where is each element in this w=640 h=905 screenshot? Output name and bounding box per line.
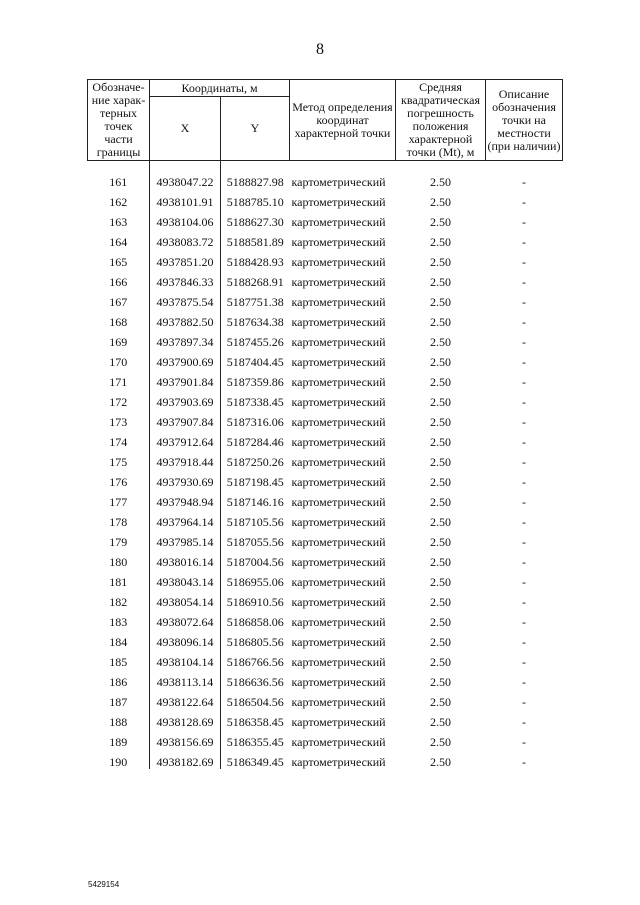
point-number: 179 bbox=[88, 529, 150, 549]
point-number: 186 bbox=[88, 669, 150, 689]
mt-value: 2.50 bbox=[430, 335, 451, 349]
point-number: 180 bbox=[88, 549, 150, 569]
mt-value: 2.50 bbox=[430, 595, 451, 609]
method: картометрический bbox=[291, 175, 386, 189]
table-row bbox=[88, 589, 563, 609]
method: картометрический bbox=[291, 375, 386, 389]
table-row bbox=[88, 189, 563, 209]
table-row bbox=[88, 729, 563, 749]
coord-y: 5187338.45 bbox=[226, 395, 284, 409]
coordinates-table bbox=[87, 79, 563, 769]
coord-x: 4938128.69 bbox=[150, 709, 221, 729]
point-number: 171 bbox=[88, 369, 150, 389]
coord-y: 5187634.38 bbox=[226, 315, 284, 329]
mt-value: 2.50 bbox=[430, 655, 451, 669]
table-row bbox=[88, 209, 563, 229]
coord-y: 5188581.89 bbox=[226, 235, 284, 249]
description: - bbox=[522, 675, 526, 689]
point-number: 184 bbox=[88, 629, 150, 649]
mt-value: 2.50 bbox=[430, 255, 451, 269]
point-number: 174 bbox=[88, 429, 150, 449]
table-body bbox=[88, 161, 563, 770]
point-number: 166 bbox=[88, 269, 150, 289]
coord-x: 4938122.64 bbox=[150, 689, 221, 709]
table-row bbox=[88, 249, 563, 269]
header-mt: Средняя квадратическая погрешность положения характерной точки (Mt), м bbox=[396, 80, 486, 161]
table-row bbox=[88, 409, 563, 429]
mt-value: 2.50 bbox=[430, 315, 451, 329]
coord-y: 5186504.56 bbox=[226, 695, 284, 709]
description: - bbox=[522, 295, 526, 309]
coord-y: 5187250.26 bbox=[226, 455, 284, 469]
mt-value: 2.50 bbox=[430, 715, 451, 729]
table-row bbox=[88, 429, 563, 449]
coord-y: 5186358.45 bbox=[226, 715, 284, 729]
mt-value: 2.50 bbox=[430, 375, 451, 389]
mt-value: 2.50 bbox=[430, 195, 451, 209]
mt-value: 2.50 bbox=[430, 235, 451, 249]
method: картометрический bbox=[291, 395, 386, 409]
header-x: X bbox=[150, 97, 221, 161]
point-number: 177 bbox=[88, 489, 150, 509]
mt-value: 2.50 bbox=[430, 515, 451, 529]
method: картометрический bbox=[291, 255, 386, 269]
table-row bbox=[88, 469, 563, 489]
coord-x: 4937912.64 bbox=[150, 429, 221, 449]
method: картометрический bbox=[291, 335, 386, 349]
coord-x: 4937851.20 bbox=[150, 249, 221, 269]
coord-x: 4937918.44 bbox=[150, 449, 221, 469]
coord-y: 5186636.56 bbox=[226, 675, 284, 689]
mt-value: 2.50 bbox=[430, 575, 451, 589]
table-row bbox=[88, 509, 563, 529]
coord-x: 4938104.14 bbox=[150, 649, 221, 669]
coord-x: 4938113.14 bbox=[150, 669, 221, 689]
point-number: 176 bbox=[88, 469, 150, 489]
method: картометрический bbox=[291, 555, 386, 569]
method: картометрический bbox=[291, 275, 386, 289]
description: - bbox=[522, 455, 526, 469]
point-number: 178 bbox=[88, 509, 150, 529]
table-row bbox=[88, 269, 563, 289]
method: картометрический bbox=[291, 455, 386, 469]
document-code: 5429154 bbox=[88, 880, 120, 889]
point-number: 189 bbox=[88, 729, 150, 749]
method: картометрический bbox=[291, 415, 386, 429]
description: - bbox=[522, 235, 526, 249]
method: картометрический bbox=[291, 755, 386, 769]
coord-x: 4937900.69 bbox=[150, 349, 221, 369]
description: - bbox=[522, 655, 526, 669]
method: картометрический bbox=[291, 575, 386, 589]
coord-y: 5187455.26 bbox=[226, 335, 284, 349]
description: - bbox=[522, 635, 526, 649]
mt-value: 2.50 bbox=[430, 175, 451, 189]
mt-value: 2.50 bbox=[430, 295, 451, 309]
description: - bbox=[522, 175, 526, 189]
mt-value: 2.50 bbox=[430, 535, 451, 549]
header-point: Обозначе-ние харак-терных точек части границы bbox=[88, 80, 150, 161]
coord-y: 5188428.93 bbox=[226, 255, 284, 269]
point-number: 167 bbox=[88, 289, 150, 309]
table-row bbox=[88, 629, 563, 649]
table-row bbox=[88, 369, 563, 389]
mt-value: 2.50 bbox=[430, 395, 451, 409]
coord-x: 4938072.64 bbox=[150, 609, 221, 629]
coord-x: 4938047.22 bbox=[150, 169, 221, 189]
coord-x: 4938182.69 bbox=[150, 749, 221, 769]
table-row bbox=[88, 669, 563, 689]
coord-x: 4937846.33 bbox=[150, 269, 221, 289]
table-row bbox=[88, 489, 563, 509]
mt-value: 2.50 bbox=[430, 275, 451, 289]
table-row bbox=[88, 389, 563, 409]
coord-x: 4938016.14 bbox=[150, 549, 221, 569]
method: картометрический bbox=[291, 595, 386, 609]
coord-x: 4938083.72 bbox=[150, 229, 221, 249]
point-number: 161 bbox=[88, 169, 150, 189]
header-coordinates: Координаты, м bbox=[150, 80, 290, 97]
coord-x: 4938104.06 bbox=[150, 209, 221, 229]
point-number: 181 bbox=[88, 569, 150, 589]
point-number: 170 bbox=[88, 349, 150, 369]
table-row bbox=[88, 649, 563, 669]
table-row bbox=[88, 689, 563, 709]
coord-y: 5187055.56 bbox=[226, 535, 284, 549]
description: - bbox=[522, 735, 526, 749]
coord-y: 5187359.86 bbox=[226, 375, 284, 389]
header-y: Y bbox=[221, 97, 290, 161]
point-number: 172 bbox=[88, 389, 150, 409]
coord-x: 4937882.50 bbox=[150, 309, 221, 329]
mt-value: 2.50 bbox=[430, 415, 451, 429]
description: - bbox=[522, 595, 526, 609]
table-row bbox=[88, 289, 563, 309]
method: картометрический bbox=[291, 235, 386, 249]
point-number: 182 bbox=[88, 589, 150, 609]
point-number: 168 bbox=[88, 309, 150, 329]
coord-y: 5186805.56 bbox=[226, 635, 284, 649]
description: - bbox=[522, 375, 526, 389]
mt-value: 2.50 bbox=[430, 355, 451, 369]
coord-x: 4937964.14 bbox=[150, 509, 221, 529]
table-row bbox=[88, 309, 563, 329]
coord-x: 4937948.94 bbox=[150, 489, 221, 509]
description: - bbox=[522, 315, 526, 329]
coord-x: 4937875.54 bbox=[150, 289, 221, 309]
description: - bbox=[522, 435, 526, 449]
method: картометрический bbox=[291, 315, 386, 329]
table-row bbox=[88, 529, 563, 549]
table-row bbox=[88, 569, 563, 589]
header-description: Описание обозначения точки на местности (при наличии) bbox=[486, 80, 563, 161]
coord-y: 5187284.46 bbox=[226, 435, 284, 449]
point-number: 173 bbox=[88, 409, 150, 429]
coord-y: 5188627.30 bbox=[226, 215, 284, 229]
description: - bbox=[522, 395, 526, 409]
mt-value: 2.50 bbox=[430, 215, 451, 229]
coord-y: 5186766.56 bbox=[226, 655, 284, 669]
method: картометрический bbox=[291, 515, 386, 529]
description: - bbox=[522, 335, 526, 349]
coord-x: 4937907.84 bbox=[150, 409, 221, 429]
point-number: 164 bbox=[88, 229, 150, 249]
coord-x: 4938054.14 bbox=[150, 589, 221, 609]
table-row bbox=[88, 329, 563, 349]
mt-value: 2.50 bbox=[430, 615, 451, 629]
coord-y: 5186349.45 bbox=[226, 755, 284, 769]
point-number: 162 bbox=[88, 189, 150, 209]
description: - bbox=[522, 715, 526, 729]
method: картометрический bbox=[291, 535, 386, 549]
point-number: 165 bbox=[88, 249, 150, 269]
description: - bbox=[522, 575, 526, 589]
coord-x: 4938101.91 bbox=[150, 189, 221, 209]
method: картометрический bbox=[291, 735, 386, 749]
description: - bbox=[522, 215, 526, 229]
table-row bbox=[88, 449, 563, 469]
description: - bbox=[522, 475, 526, 489]
mt-value: 2.50 bbox=[430, 475, 451, 489]
coord-y: 5186955.06 bbox=[226, 575, 284, 589]
method: картометрический bbox=[291, 495, 386, 509]
method: картометрический bbox=[291, 635, 386, 649]
coord-y: 5186355.45 bbox=[226, 735, 284, 749]
coord-y: 5188827.98 bbox=[226, 175, 284, 189]
point-number: 175 bbox=[88, 449, 150, 469]
method: картометрический bbox=[291, 295, 386, 309]
method: картометрический bbox=[291, 215, 386, 229]
description: - bbox=[522, 615, 526, 629]
mt-value: 2.50 bbox=[430, 635, 451, 649]
description: - bbox=[522, 255, 526, 269]
description: - bbox=[522, 495, 526, 509]
coord-y: 5187751.38 bbox=[226, 295, 284, 309]
description: - bbox=[522, 755, 526, 769]
table-row bbox=[88, 349, 563, 369]
mt-value: 2.50 bbox=[430, 455, 451, 469]
method: картометрический bbox=[291, 715, 386, 729]
mt-value: 2.50 bbox=[430, 435, 451, 449]
coord-y: 5187198.45 bbox=[226, 475, 284, 489]
table-header bbox=[88, 80, 563, 161]
point-number: 188 bbox=[88, 709, 150, 729]
page-number: 8 bbox=[316, 41, 324, 58]
description: - bbox=[522, 555, 526, 569]
mt-value: 2.50 bbox=[430, 695, 451, 709]
point-number: 185 bbox=[88, 649, 150, 669]
table-row bbox=[88, 709, 563, 729]
mt-value: 2.50 bbox=[430, 495, 451, 509]
mt-value: 2.50 bbox=[430, 675, 451, 689]
method: картометрический bbox=[291, 655, 386, 669]
coord-y: 5187404.45 bbox=[226, 355, 284, 369]
description: - bbox=[522, 695, 526, 709]
coord-x: 4937985.14 bbox=[150, 529, 221, 549]
method: картометрический bbox=[291, 695, 386, 709]
coord-y: 5186858.06 bbox=[226, 615, 284, 629]
table-row bbox=[88, 169, 563, 189]
mt-value: 2.50 bbox=[430, 555, 451, 569]
coord-y: 5187004.56 bbox=[226, 555, 284, 569]
coord-y: 5186910.56 bbox=[226, 595, 284, 609]
coord-y: 5187105.56 bbox=[226, 515, 284, 529]
table-row bbox=[88, 609, 563, 629]
coord-x: 4938096.14 bbox=[150, 629, 221, 649]
method: картометрический bbox=[291, 615, 386, 629]
method: картометрический bbox=[291, 435, 386, 449]
description: - bbox=[522, 275, 526, 289]
coord-x: 4937930.69 bbox=[150, 469, 221, 489]
point-number: 183 bbox=[88, 609, 150, 629]
description: - bbox=[522, 355, 526, 369]
description: - bbox=[522, 415, 526, 429]
point-number: 169 bbox=[88, 329, 150, 349]
coord-x: 4938156.69 bbox=[150, 729, 221, 749]
table-row bbox=[88, 549, 563, 569]
method: картометрический bbox=[291, 355, 386, 369]
mt-value: 2.50 bbox=[430, 735, 451, 749]
point-number: 163 bbox=[88, 209, 150, 229]
description: - bbox=[522, 535, 526, 549]
coord-x: 4938043.14 bbox=[150, 569, 221, 589]
point-number: 190 bbox=[88, 749, 150, 769]
table-row bbox=[88, 749, 563, 769]
coord-x: 4937901.84 bbox=[150, 369, 221, 389]
method: картометрический bbox=[291, 675, 386, 689]
description: - bbox=[522, 195, 526, 209]
method: картометрический bbox=[291, 195, 386, 209]
method: картометрический bbox=[291, 475, 386, 489]
description: - bbox=[522, 515, 526, 529]
coord-y: 5187146.16 bbox=[226, 495, 284, 509]
coord-y: 5188268.91 bbox=[226, 275, 284, 289]
point-number: 187 bbox=[88, 689, 150, 709]
coord-y: 5188785.10 bbox=[226, 195, 284, 209]
header-method: Метод определения координат характерной точки bbox=[290, 80, 396, 161]
table-row bbox=[88, 229, 563, 249]
coord-x: 4937897.34 bbox=[150, 329, 221, 349]
coord-x: 4937903.69 bbox=[150, 389, 221, 409]
mt-value: 2.50 bbox=[430, 755, 451, 769]
coord-y: 5187316.06 bbox=[226, 415, 284, 429]
